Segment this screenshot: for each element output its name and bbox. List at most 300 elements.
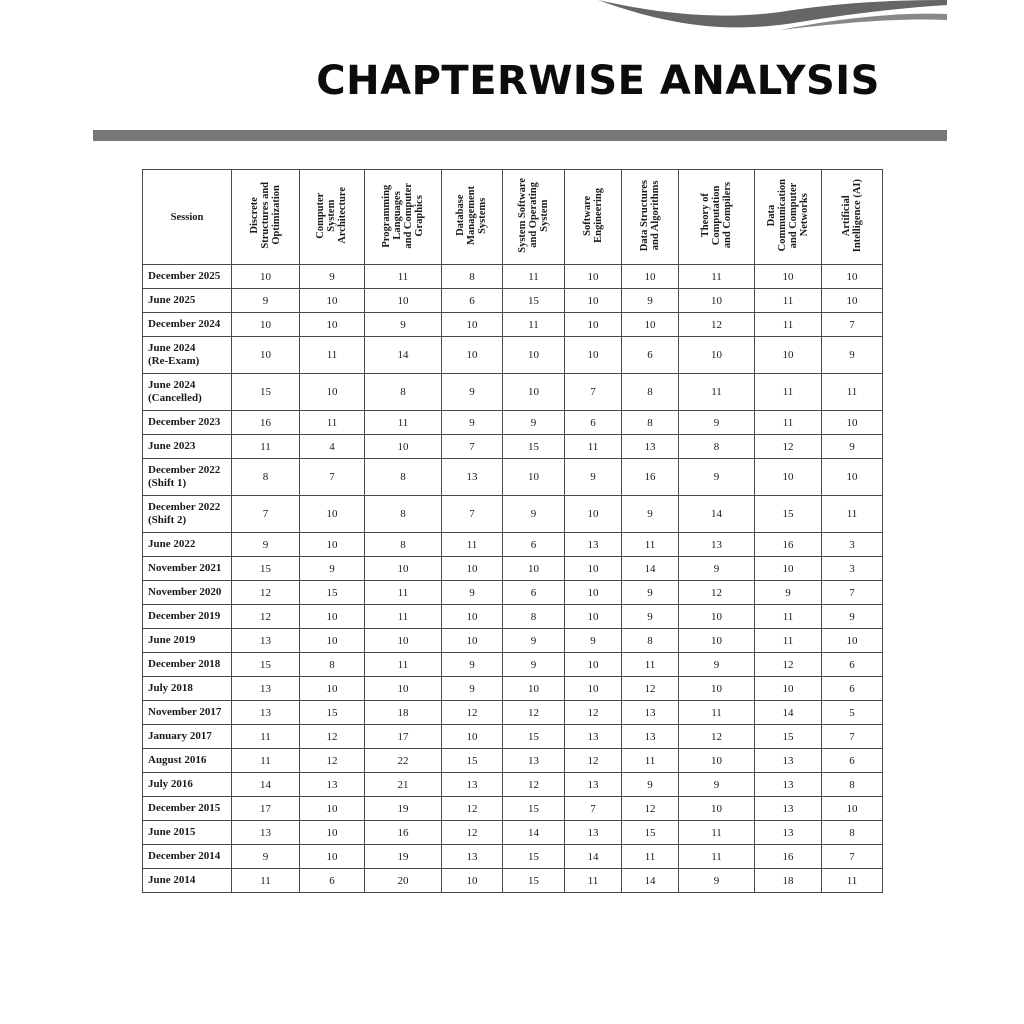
question-count-cell: 14 xyxy=(755,701,822,725)
question-count-cell: 10 xyxy=(755,677,822,701)
table-row xyxy=(143,459,883,496)
question-count-cell: 11 xyxy=(442,533,503,557)
question-count-cell: 11 xyxy=(755,629,822,653)
question-count-cell: 7 xyxy=(565,797,622,821)
question-count-cell: 9 xyxy=(622,496,679,533)
question-count-cell: 9 xyxy=(565,459,622,496)
question-count-cell: 9 xyxy=(565,629,622,653)
question-count-cell: 12 xyxy=(679,725,755,749)
question-count-cell: 11 xyxy=(232,749,300,773)
question-count-cell: 13 xyxy=(622,725,679,749)
question-count-cell: 10 xyxy=(365,435,442,459)
question-count-cell: 13 xyxy=(232,701,300,725)
question-count-cell: 13 xyxy=(755,821,822,845)
column-header xyxy=(622,170,679,265)
table-row xyxy=(143,821,883,845)
question-count-cell: 13 xyxy=(565,821,622,845)
question-count-cell: 7 xyxy=(822,725,883,749)
question-count-cell: 11 xyxy=(679,701,755,725)
question-count-cell: 12 xyxy=(232,581,300,605)
question-count-cell: 11 xyxy=(755,605,822,629)
question-count-cell: 9 xyxy=(503,411,565,435)
table-body xyxy=(143,265,883,893)
question-count-cell: 6 xyxy=(442,289,503,313)
question-count-cell: 14 xyxy=(365,337,442,374)
question-count-cell: 11 xyxy=(822,496,883,533)
question-count-cell: 10 xyxy=(300,496,365,533)
question-count-cell: 15 xyxy=(503,869,565,893)
session-cell: December 2023 xyxy=(143,411,232,435)
question-count-cell: 8 xyxy=(232,459,300,496)
session-cell: July 2018 xyxy=(143,677,232,701)
question-count-cell: 10 xyxy=(442,725,503,749)
question-count-cell: 10 xyxy=(300,629,365,653)
session-cell: November 2017 xyxy=(143,701,232,725)
question-count-cell: 13 xyxy=(232,629,300,653)
session-cell: November 2021 xyxy=(143,557,232,581)
question-count-cell: 15 xyxy=(503,845,565,869)
question-count-cell: 8 xyxy=(679,435,755,459)
question-count-cell: 12 xyxy=(442,821,503,845)
table-row xyxy=(143,605,883,629)
question-count-cell: 11 xyxy=(300,337,365,374)
question-count-cell: 10 xyxy=(442,313,503,337)
session-cell: January 2017 xyxy=(143,725,232,749)
session-cell: December 2025 xyxy=(143,265,232,289)
question-count-cell: 9 xyxy=(622,289,679,313)
question-count-cell: 6 xyxy=(822,653,883,677)
table-row xyxy=(143,701,883,725)
question-count-cell: 13 xyxy=(679,533,755,557)
question-count-cell: 10 xyxy=(679,289,755,313)
question-count-cell: 9 xyxy=(503,496,565,533)
question-count-cell: 13 xyxy=(442,845,503,869)
session-cell: December 2018 xyxy=(143,653,232,677)
question-count-cell: 16 xyxy=(232,411,300,435)
question-count-cell: 11 xyxy=(565,869,622,893)
table-row xyxy=(143,557,883,581)
table-row xyxy=(143,677,883,701)
question-count-cell: 3 xyxy=(822,533,883,557)
page-title: CHAPTERWISE ANALYSIS xyxy=(316,58,880,104)
question-count-cell: 9 xyxy=(622,581,679,605)
session-cell: June 2023 xyxy=(143,435,232,459)
question-count-cell: 15 xyxy=(755,496,822,533)
question-count-cell: 9 xyxy=(442,653,503,677)
column-header xyxy=(300,170,365,265)
question-count-cell: 11 xyxy=(679,821,755,845)
decorative-wave xyxy=(0,0,1024,40)
question-count-cell: 8 xyxy=(503,605,565,629)
session-cell: June 2024 (Re-Exam) xyxy=(143,337,232,374)
question-count-cell: 12 xyxy=(503,773,565,797)
session-cell: June 2025 xyxy=(143,289,232,313)
question-count-cell: 11 xyxy=(365,653,442,677)
question-count-cell: 9 xyxy=(679,557,755,581)
question-count-cell: 7 xyxy=(565,374,622,411)
column-header xyxy=(442,170,503,265)
question-count-cell: 10 xyxy=(503,557,565,581)
question-count-cell: 10 xyxy=(300,533,365,557)
question-count-cell: 16 xyxy=(755,845,822,869)
question-count-cell: 10 xyxy=(679,337,755,374)
column-header xyxy=(503,170,565,265)
question-count-cell: 9 xyxy=(442,677,503,701)
question-count-cell: 16 xyxy=(755,533,822,557)
question-count-cell: 17 xyxy=(232,797,300,821)
table-row xyxy=(143,581,883,605)
question-count-cell: 9 xyxy=(503,653,565,677)
question-count-cell: 9 xyxy=(679,653,755,677)
question-count-cell: 10 xyxy=(679,797,755,821)
column-header-label: Programming Languages and Computer Graphics xyxy=(380,182,426,249)
question-count-cell: 8 xyxy=(622,374,679,411)
table-row xyxy=(143,653,883,677)
question-count-cell: 9 xyxy=(679,411,755,435)
question-count-cell: 10 xyxy=(565,337,622,374)
question-count-cell: 13 xyxy=(565,533,622,557)
question-count-cell: 10 xyxy=(565,496,622,533)
table-row xyxy=(143,411,883,435)
question-count-cell: 10 xyxy=(503,374,565,411)
question-count-cell: 10 xyxy=(822,411,883,435)
column-header-label: System Software and Operating System xyxy=(516,178,550,253)
question-count-cell: 11 xyxy=(679,265,755,289)
column-header xyxy=(755,170,822,265)
question-count-cell: 7 xyxy=(822,845,883,869)
question-count-cell: 11 xyxy=(755,289,822,313)
question-count-cell: 6 xyxy=(565,411,622,435)
question-count-cell: 13 xyxy=(300,773,365,797)
session-cell: December 2014 xyxy=(143,845,232,869)
question-count-cell: 12 xyxy=(622,677,679,701)
title-divider xyxy=(93,130,947,141)
table-row xyxy=(143,773,883,797)
session-cell: August 2016 xyxy=(143,749,232,773)
question-count-cell: 10 xyxy=(442,605,503,629)
question-count-cell: 6 xyxy=(503,533,565,557)
question-count-cell: 14 xyxy=(503,821,565,845)
question-count-cell: 11 xyxy=(232,435,300,459)
question-count-cell: 8 xyxy=(622,411,679,435)
question-count-cell: 21 xyxy=(365,773,442,797)
session-column-header: Session xyxy=(143,170,232,265)
question-count-cell: 15 xyxy=(232,557,300,581)
question-count-cell: 13 xyxy=(232,677,300,701)
question-count-cell: 11 xyxy=(365,581,442,605)
question-count-cell: 10 xyxy=(679,629,755,653)
question-count-cell: 10 xyxy=(822,265,883,289)
question-count-cell: 20 xyxy=(365,869,442,893)
question-count-cell: 12 xyxy=(442,701,503,725)
question-count-cell: 10 xyxy=(565,265,622,289)
question-count-cell: 15 xyxy=(503,797,565,821)
question-count-cell: 7 xyxy=(232,496,300,533)
question-count-cell: 12 xyxy=(622,797,679,821)
question-count-cell: 10 xyxy=(565,677,622,701)
question-count-cell: 10 xyxy=(232,313,300,337)
question-count-cell: 9 xyxy=(622,773,679,797)
question-count-cell: 10 xyxy=(503,337,565,374)
question-count-cell: 15 xyxy=(622,821,679,845)
table-row xyxy=(143,725,883,749)
session-cell: December 2022 (Shift 1) xyxy=(143,459,232,496)
session-cell: July 2016 xyxy=(143,773,232,797)
question-count-cell: 10 xyxy=(300,677,365,701)
question-count-cell: 10 xyxy=(679,749,755,773)
question-count-cell: 13 xyxy=(565,773,622,797)
table-row xyxy=(143,435,883,459)
question-count-cell: 9 xyxy=(442,581,503,605)
question-count-cell: 15 xyxy=(503,289,565,313)
table-row xyxy=(143,629,883,653)
table-row xyxy=(143,337,883,374)
question-count-cell: 6 xyxy=(822,677,883,701)
question-count-cell: 10 xyxy=(822,289,883,313)
question-count-cell: 11 xyxy=(755,313,822,337)
question-count-cell: 8 xyxy=(622,629,679,653)
chapterwise-table xyxy=(142,169,883,893)
question-count-cell: 11 xyxy=(232,869,300,893)
question-count-cell: 8 xyxy=(365,459,442,496)
question-count-cell: 15 xyxy=(755,725,822,749)
question-count-cell: 9 xyxy=(232,533,300,557)
table-row xyxy=(143,749,883,773)
question-count-cell: 11 xyxy=(300,411,365,435)
table-row xyxy=(143,374,883,411)
table-row xyxy=(143,845,883,869)
question-count-cell: 13 xyxy=(442,773,503,797)
question-count-cell: 10 xyxy=(622,265,679,289)
column-header-label: Artificial Intelligence (AI) xyxy=(840,178,863,253)
question-count-cell: 19 xyxy=(365,845,442,869)
column-header-label: Discrete Structures and Optimization xyxy=(248,182,282,249)
question-count-cell: 8 xyxy=(822,773,883,797)
question-count-cell: 10 xyxy=(300,797,365,821)
question-count-cell: 12 xyxy=(755,653,822,677)
question-count-cell: 10 xyxy=(232,337,300,374)
question-count-cell: 8 xyxy=(365,496,442,533)
question-count-cell: 8 xyxy=(442,265,503,289)
question-count-cell: 12 xyxy=(565,749,622,773)
question-count-cell: 10 xyxy=(442,629,503,653)
question-count-cell: 11 xyxy=(622,749,679,773)
question-count-cell: 9 xyxy=(622,605,679,629)
question-count-cell: 10 xyxy=(503,677,565,701)
column-header-label: Theory of Computation and Compilers xyxy=(699,182,733,249)
question-count-cell: 13 xyxy=(503,749,565,773)
question-count-cell: 10 xyxy=(822,797,883,821)
column-header-label: Software Engineering xyxy=(581,188,604,243)
question-count-cell: 11 xyxy=(622,845,679,869)
question-count-cell: 10 xyxy=(365,629,442,653)
column-header-label: Computer System Architecture xyxy=(315,187,349,244)
question-count-cell: 11 xyxy=(622,533,679,557)
question-count-cell: 8 xyxy=(300,653,365,677)
session-cell: November 2020 xyxy=(143,581,232,605)
table-row xyxy=(143,869,883,893)
table-row xyxy=(143,265,883,289)
table-header-row xyxy=(143,170,883,265)
question-count-cell: 10 xyxy=(365,557,442,581)
question-count-cell: 10 xyxy=(565,557,622,581)
question-count-cell: 11 xyxy=(755,411,822,435)
question-count-cell: 6 xyxy=(822,749,883,773)
question-count-cell: 9 xyxy=(755,581,822,605)
question-count-cell: 9 xyxy=(822,605,883,629)
question-count-cell: 9 xyxy=(232,289,300,313)
question-count-cell: 8 xyxy=(365,374,442,411)
column-header-label: Data Structures and Algorithms xyxy=(638,179,661,252)
question-count-cell: 11 xyxy=(365,411,442,435)
question-count-cell: 10 xyxy=(755,265,822,289)
session-cell: June 2022 xyxy=(143,533,232,557)
question-count-cell: 10 xyxy=(300,605,365,629)
question-count-cell: 9 xyxy=(300,557,365,581)
question-count-cell: 10 xyxy=(442,869,503,893)
question-count-cell: 9 xyxy=(503,629,565,653)
question-count-cell: 12 xyxy=(755,435,822,459)
session-cell: December 2024 xyxy=(143,313,232,337)
question-count-cell: 12 xyxy=(679,581,755,605)
question-count-cell: 9 xyxy=(679,459,755,496)
question-count-cell: 10 xyxy=(442,337,503,374)
question-count-cell: 10 xyxy=(503,459,565,496)
question-count-cell: 11 xyxy=(679,374,755,411)
column-header xyxy=(565,170,622,265)
question-count-cell: 10 xyxy=(300,821,365,845)
column-header xyxy=(822,170,883,265)
column-header xyxy=(679,170,755,265)
question-count-cell: 11 xyxy=(755,374,822,411)
question-count-cell: 12 xyxy=(300,749,365,773)
session-cell: June 2024 (Cancelled) xyxy=(143,374,232,411)
question-count-cell: 3 xyxy=(822,557,883,581)
question-count-cell: 15 xyxy=(300,701,365,725)
question-count-cell: 5 xyxy=(822,701,883,725)
column-header xyxy=(232,170,300,265)
question-count-cell: 15 xyxy=(503,725,565,749)
question-count-cell: 11 xyxy=(365,265,442,289)
question-count-cell: 11 xyxy=(503,313,565,337)
question-count-cell: 9 xyxy=(300,265,365,289)
question-count-cell: 13 xyxy=(565,725,622,749)
question-count-cell: 9 xyxy=(822,435,883,459)
question-count-cell: 14 xyxy=(565,845,622,869)
question-count-cell: 11 xyxy=(365,605,442,629)
question-count-cell: 15 xyxy=(232,653,300,677)
session-cell: December 2015 xyxy=(143,797,232,821)
question-count-cell: 10 xyxy=(300,313,365,337)
session-cell: December 2019 xyxy=(143,605,232,629)
question-count-cell: 9 xyxy=(365,313,442,337)
question-count-cell: 11 xyxy=(503,265,565,289)
table-row xyxy=(143,797,883,821)
question-count-cell: 14 xyxy=(679,496,755,533)
question-count-cell: 7 xyxy=(442,435,503,459)
question-count-cell: 10 xyxy=(755,337,822,374)
question-count-cell: 8 xyxy=(822,821,883,845)
question-count-cell: 19 xyxy=(365,797,442,821)
question-count-cell: 13 xyxy=(622,435,679,459)
question-count-cell: 17 xyxy=(365,725,442,749)
question-count-cell: 13 xyxy=(755,749,822,773)
question-count-cell: 6 xyxy=(300,869,365,893)
question-count-cell: 7 xyxy=(822,581,883,605)
question-count-cell: 10 xyxy=(565,605,622,629)
question-count-cell: 7 xyxy=(442,496,503,533)
question-count-cell: 12 xyxy=(232,605,300,629)
session-cell: June 2019 xyxy=(143,629,232,653)
question-count-cell: 18 xyxy=(755,869,822,893)
question-count-cell: 10 xyxy=(755,459,822,496)
question-count-cell: 9 xyxy=(679,773,755,797)
question-count-cell: 11 xyxy=(822,374,883,411)
question-count-cell: 9 xyxy=(442,374,503,411)
question-count-cell: 11 xyxy=(622,653,679,677)
table-row xyxy=(143,289,883,313)
question-count-cell: 15 xyxy=(232,374,300,411)
question-count-cell: 7 xyxy=(300,459,365,496)
question-count-cell: 13 xyxy=(755,773,822,797)
question-count-cell: 7 xyxy=(822,313,883,337)
question-count-cell: 9 xyxy=(232,845,300,869)
question-count-cell: 6 xyxy=(503,581,565,605)
question-count-cell: 10 xyxy=(565,313,622,337)
question-count-cell: 10 xyxy=(365,289,442,313)
question-count-cell: 10 xyxy=(822,629,883,653)
table-row xyxy=(143,496,883,533)
question-count-cell: 4 xyxy=(300,435,365,459)
question-count-cell: 15 xyxy=(503,435,565,459)
question-count-cell: 10 xyxy=(442,557,503,581)
question-count-cell: 14 xyxy=(622,557,679,581)
session-cell: June 2014 xyxy=(143,869,232,893)
question-count-cell: 11 xyxy=(232,725,300,749)
question-count-cell: 15 xyxy=(300,581,365,605)
question-count-cell: 10 xyxy=(232,265,300,289)
question-count-cell: 13 xyxy=(442,459,503,496)
question-count-cell: 9 xyxy=(822,337,883,374)
question-count-cell: 11 xyxy=(679,845,755,869)
question-count-cell: 16 xyxy=(365,821,442,845)
question-count-cell: 10 xyxy=(565,653,622,677)
question-count-cell: 10 xyxy=(300,289,365,313)
question-count-cell: 13 xyxy=(232,821,300,845)
question-count-cell: 10 xyxy=(679,677,755,701)
question-count-cell: 16 xyxy=(622,459,679,496)
column-header-label: Database Management Systems xyxy=(455,186,489,245)
question-count-cell: 14 xyxy=(622,869,679,893)
question-count-cell: 10 xyxy=(365,677,442,701)
question-count-cell: 18 xyxy=(365,701,442,725)
question-count-cell: 10 xyxy=(755,557,822,581)
question-count-cell: 12 xyxy=(679,313,755,337)
question-count-cell: 13 xyxy=(755,797,822,821)
question-count-cell: 10 xyxy=(679,605,755,629)
question-count-cell: 10 xyxy=(565,289,622,313)
question-count-cell: 8 xyxy=(365,533,442,557)
question-count-cell: 9 xyxy=(442,411,503,435)
question-count-cell: 10 xyxy=(822,459,883,496)
question-count-cell: 22 xyxy=(365,749,442,773)
question-count-cell: 12 xyxy=(565,701,622,725)
question-count-cell: 11 xyxy=(565,435,622,459)
question-count-cell: 9 xyxy=(679,869,755,893)
table-row xyxy=(143,533,883,557)
question-count-cell: 10 xyxy=(300,845,365,869)
question-count-cell: 12 xyxy=(442,797,503,821)
